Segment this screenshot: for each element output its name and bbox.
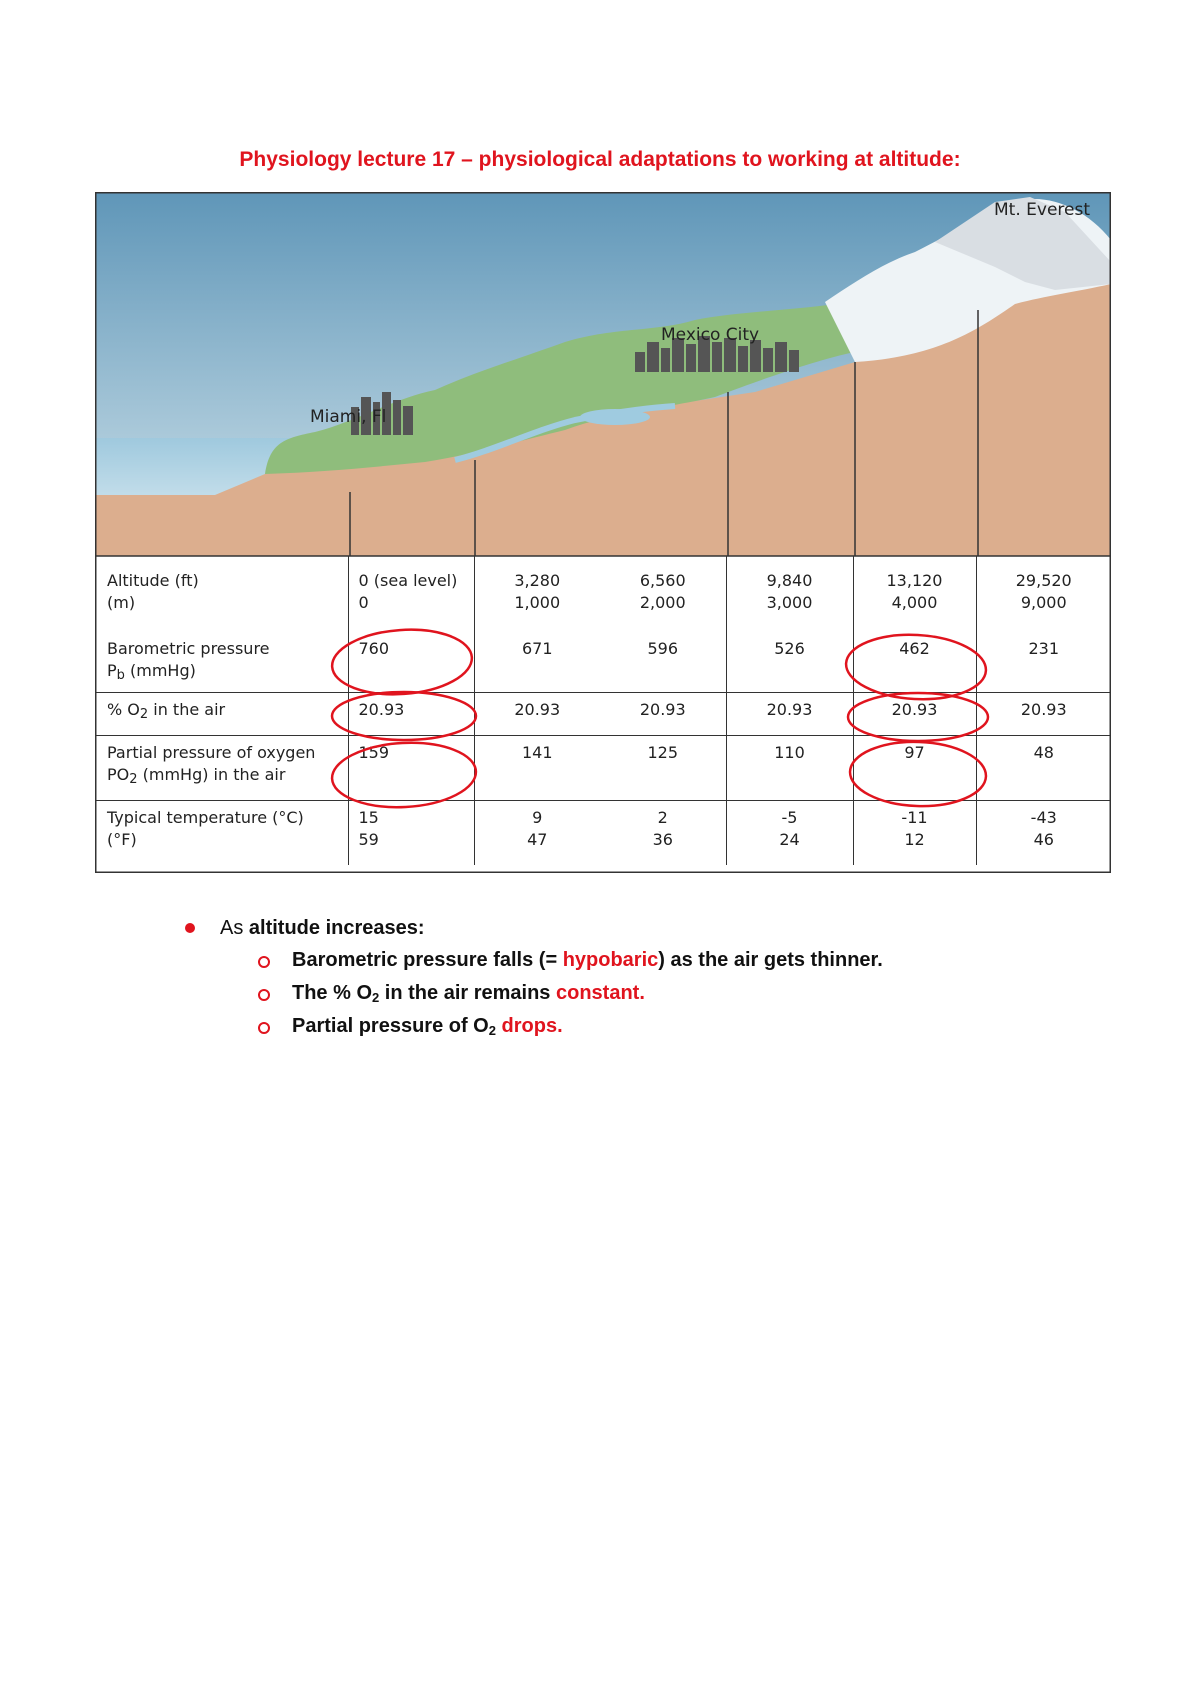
- cell-temp-5: -43 46: [976, 801, 1111, 866]
- temperature-label: Typical temperature (°C) (°F): [107, 808, 304, 849]
- cell-pct-1: 20.93: [474, 693, 600, 736]
- cell-temp-4: -11 12: [853, 801, 976, 866]
- bullet-list: [180, 912, 883, 1043]
- cell-alt-2: 6,560 2,000: [639, 571, 686, 612]
- pct-o2-label: % O2 in the air: [95, 693, 348, 736]
- lake: [580, 409, 650, 425]
- po2-label: Partial pressure of oxygen PO2 (mmHg) in the air: [95, 736, 348, 801]
- cell-po2-0: 159: [348, 736, 474, 801]
- cell-baro-3: 526: [726, 632, 853, 693]
- bullet-sub-2: The % O2 in the air remains constant.: [180, 977, 883, 1010]
- cell-po2-3: 110: [726, 736, 853, 801]
- miami-label: Miami, Fl: [310, 407, 387, 427]
- cell-pct-0: 20.93: [348, 693, 474, 736]
- cell-pct-4: 20.93: [853, 693, 976, 736]
- cell-temp-0: 15 59: [348, 801, 474, 866]
- cell-po2-5: 48: [976, 736, 1111, 801]
- page-title: Physiology lecture 17 – physiological adaptations to working at altitude:: [239, 148, 961, 171]
- mexico-label: Mexico City: [661, 325, 760, 345]
- bullet-sub-1: Barometric pressure falls (= hypobaric) as the air gets thinner.: [180, 944, 883, 977]
- cell-alt-1: 3,280 1,000: [474, 556, 600, 632]
- cell-temp-3: -5 24: [726, 801, 853, 866]
- altitude-data-table: [95, 556, 1111, 865]
- cell-po2-4: 97: [853, 736, 976, 801]
- cell-po2-1: 141: [474, 736, 600, 801]
- cell-alt-3: 9,840 3,000: [726, 556, 853, 632]
- cell-temp-1: 9 47: [474, 801, 600, 866]
- cell-pct-3: 20.93: [726, 693, 853, 736]
- cell-temp-2: 2 36: [652, 808, 673, 849]
- barometric-label: Barometric pressure Pb (mmHg): [95, 632, 348, 693]
- cell-pct-5: 20.93: [976, 693, 1111, 736]
- bullet-main: As altitude increases:: [180, 912, 883, 944]
- cell-po2-2: 125: [600, 736, 726, 801]
- bullet-sub-3: Partial pressure of O2 drops.: [180, 1010, 883, 1043]
- cell-alt-4: 13,120 4,000: [853, 556, 976, 632]
- altitude-label: Altitude (ft) (m): [107, 571, 199, 612]
- cell-alt-5: 29,520 9,000: [976, 556, 1111, 632]
- cell-baro-4: 462: [853, 632, 976, 693]
- cell-baro-1: 671: [474, 632, 600, 693]
- everest-label: Mt. Everest: [994, 200, 1090, 220]
- cell-baro-2: 596: [600, 632, 726, 693]
- cell-pct-2: 20.93: [600, 693, 726, 736]
- cell-alt-0: 0 (sea level) 0: [348, 556, 474, 632]
- cell-baro-0: 760: [348, 632, 474, 693]
- cell-baro-5: 231: [976, 632, 1111, 693]
